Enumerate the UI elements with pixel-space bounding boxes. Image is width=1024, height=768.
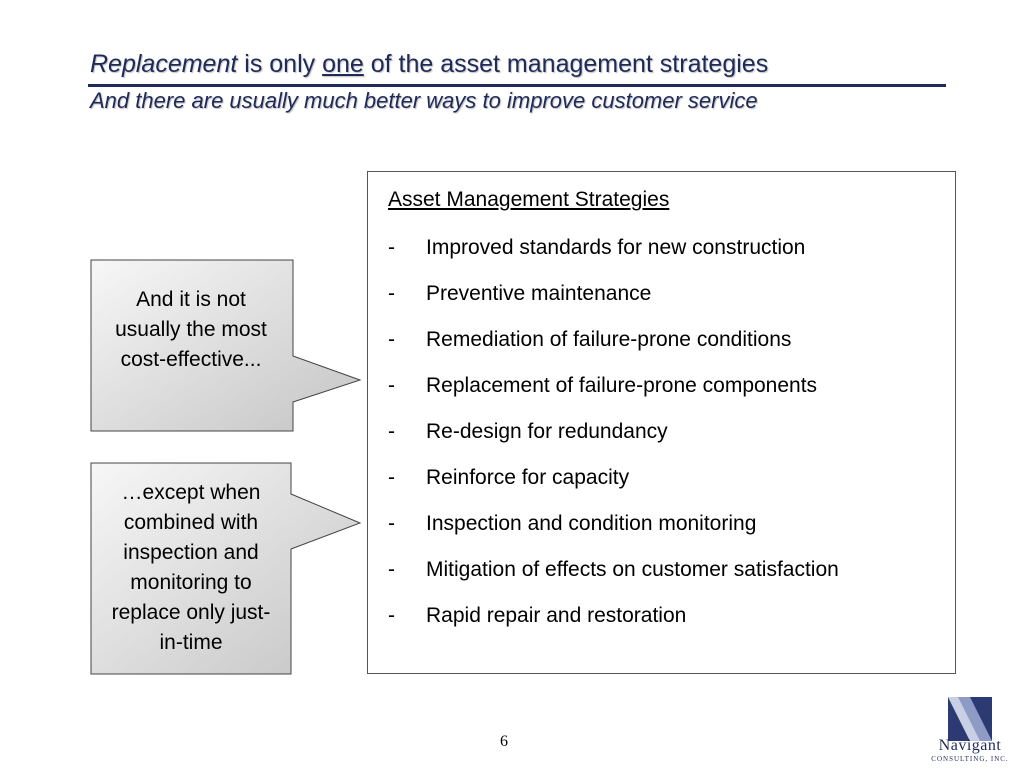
strategy-item-label: Mitigation of effects on customer satisfaction [426,558,839,581]
title-emphasis: Replacement [90,50,238,78]
title-underlined-word: one [322,50,364,78]
title-text-1: is only [237,50,323,78]
title-text-2: of the asset management strategies [363,50,769,78]
strategy-item [388,558,839,582]
slide-subtitle: And there are usually much better ways to improve customer service [90,88,758,113]
strategy-item-label: Re-design for redundancy [426,420,668,443]
strategy-item [388,374,817,398]
bullet-dash: - [388,558,395,581]
strategy-item-label: Rapid repair and restoration [426,604,687,627]
strategy-item-label: Inspection and condition monitoring [426,512,757,535]
bullet-dash: - [388,282,395,305]
strategies-box [367,171,956,674]
bullet-dash: - [388,466,395,489]
strategy-item [388,282,651,306]
callout-text-2: …except when combined with inspection and monitoring to replace only just-in-time [111,481,271,654]
strategy-item-label: Reinforce for capacity [426,466,630,489]
bullet-dash: - [388,236,395,259]
logo-tagline: CONSULTING, INC. [931,755,1009,763]
strategy-item-label: Improved standards for new construction [426,236,806,259]
callout-text-1: And it is not usually the most cost-effective... [115,288,267,371]
strategy-item [388,328,791,352]
strategy-item [388,236,805,260]
strategy-item-label: Remediation of failure-prone conditions [426,328,792,351]
page-number: 6 [500,733,508,750]
navigant-logo [920,695,1020,765]
strategy-item [388,466,629,490]
bullet-dash: - [388,374,395,397]
strategy-item [388,420,668,444]
bullet-dash: - [388,420,395,443]
strategy-item-label: Preventive maintenance [426,282,652,305]
bullet-dash: - [388,328,395,351]
navigant-logo-icon [948,697,992,741]
strategy-item-label: Replacement of failure-prone components [426,374,818,397]
strategy-item [388,604,686,628]
strategy-item [388,512,756,536]
bullet-dash: - [388,604,395,627]
logo-name: Navigant [938,737,1002,754]
strategies-heading: Asset Management Strategies [388,188,670,211]
bullet-dash: - [388,512,395,535]
